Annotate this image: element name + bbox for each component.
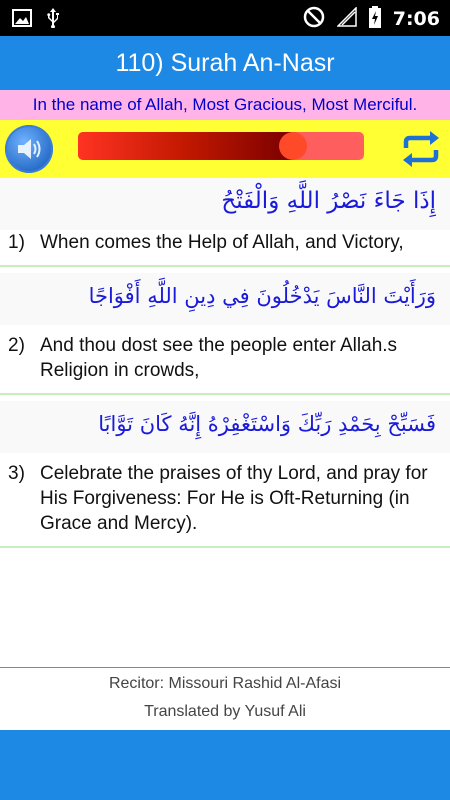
ayah-translation <box>0 325 450 393</box>
ayah-number: 3) <box>8 463 25 484</box>
ayah-translation-text: Celebrate the praises of thy Lord, and pray for His Forgiveness: For He is Oft-Returning (in Grace and Mercy). <box>40 463 428 534</box>
ayah-translation-text: When comes the Help of Allah, and Victory, <box>40 232 404 253</box>
repeat-icon <box>398 157 444 176</box>
seek-bar[interactable] <box>78 132 364 160</box>
do-not-disturb-icon <box>303 6 325 32</box>
image-icon <box>12 9 32 31</box>
ayah-arabic-text: إِذَا جَاءَ نَصْرُ اللَّهِ وَالْفَتْحُ <box>0 178 450 230</box>
usb-icon <box>46 8 60 32</box>
ayah-arabic-text: وَرَأَيْتَ النَّاسَ يَدْخُلُونَ فِي دِينِ اللَّهِ أَفْوَاجًا <box>0 273 450 325</box>
ayah-translation <box>0 230 450 265</box>
credits <box>0 670 450 730</box>
ayah-item[interactable] <box>0 178 450 267</box>
repeat-button[interactable] <box>398 126 444 172</box>
ayah-item[interactable] <box>0 273 450 395</box>
signal-icon <box>337 7 357 31</box>
battery-icon <box>369 6 381 32</box>
bottom-bar <box>0 730 450 800</box>
ayah-translation-text: And thou dost see the people enter Allah.s Religion in crowds, <box>40 335 398 381</box>
ayah-list <box>0 178 450 548</box>
seek-bar-progress <box>78 132 293 160</box>
bismillah-banner: In the name of Allah, Most Gracious, Most Merciful. <box>0 90 450 120</box>
reciter-credit: Recitor: Missouri Rashid Al-Afasi <box>108 675 342 692</box>
translator-credit: Translated by Yusuf Ali <box>144 703 306 720</box>
ayah-translation <box>0 453 450 546</box>
ayah-arabic-text: فَسَبِّحْ بِحَمْدِ رَبِّكَ وَاسْتَغْفِرْهُ إِنَّهُ كَانَ تَوَّابًا <box>0 401 450 453</box>
ayah-number: 2) <box>8 335 25 356</box>
footer-divider <box>0 667 450 668</box>
seek-bar-handle[interactable] <box>279 132 307 160</box>
clock: 7:06 <box>392 8 440 30</box>
ayah-item[interactable] <box>0 401 450 548</box>
divider <box>0 393 450 395</box>
speaker-button[interactable] <box>5 125 53 173</box>
page-title: 110) Surah An-Nasr <box>0 36 450 90</box>
ayah-number: 1) <box>8 232 25 253</box>
divider <box>0 265 450 267</box>
divider <box>0 546 450 548</box>
status-bar <box>0 0 450 36</box>
